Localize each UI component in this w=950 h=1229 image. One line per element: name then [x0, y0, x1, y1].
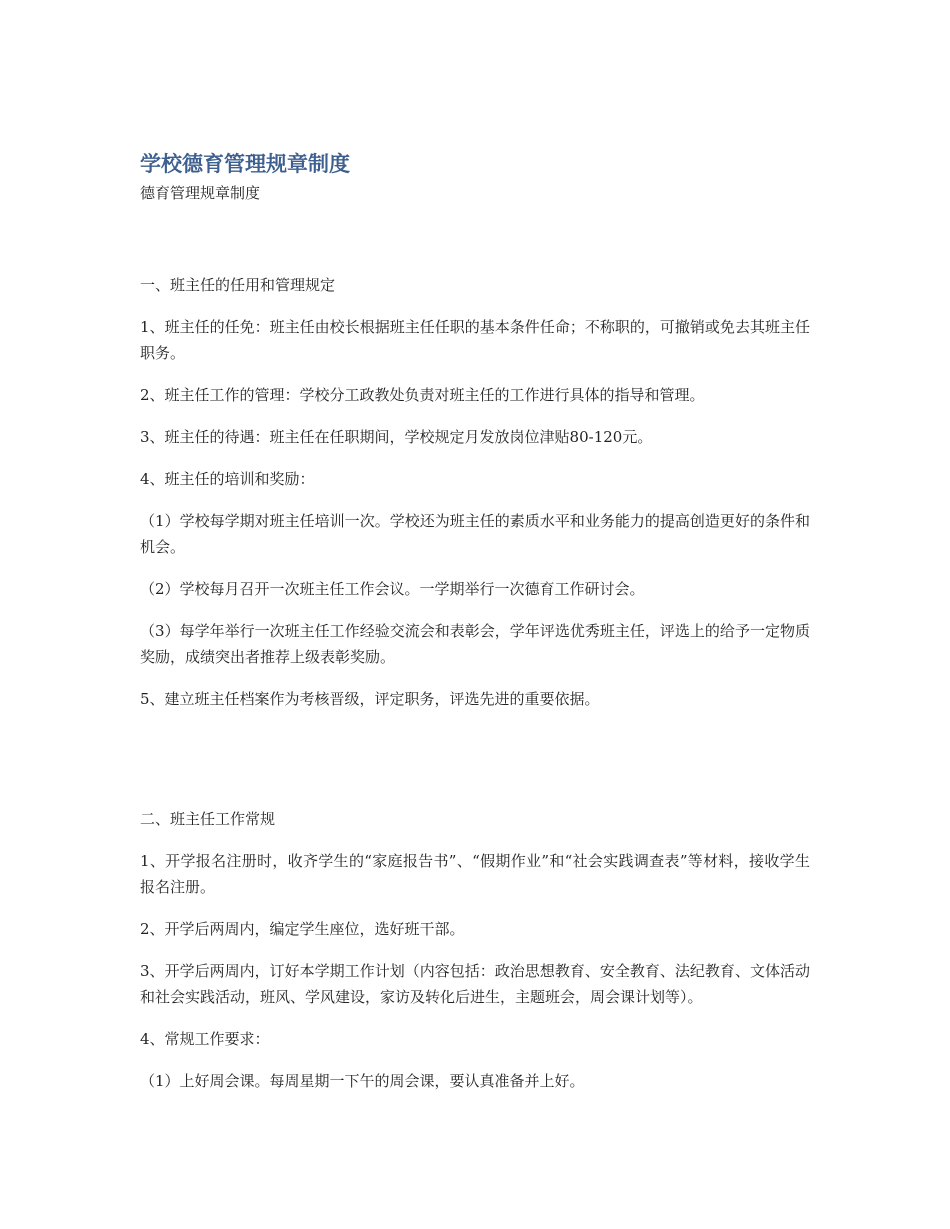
paragraph: 5、建立班主任档案作为考核晋级，评定职务，评选先进的重要依据。	[140, 690, 600, 708]
paragraph: （1）上好周会课。每周星期一下午的周会课，要认真准备并上好。	[140, 1072, 585, 1090]
section-heading: 一、班主任的任用和管理规定	[140, 276, 336, 294]
paragraph: 1、班主任的任免：班主任由校长根据班主任任职的基本条件任命；不称职的，可撤销或免去其班主任职务。	[140, 318, 810, 362]
paragraph: （2）学校每月召开一次班主任工作会议。一学期举行一次德育工作研讨会。	[140, 580, 645, 598]
document-page	[140, 148, 810, 1110]
section-2	[140, 806, 810, 1094]
paragraph: 4、常规工作要求：	[140, 1030, 270, 1048]
section-heading: 二、班主任工作常规	[140, 810, 276, 828]
paragraph: 3、开学后两周内，订好本学期工作计划（内容包括：政治思想教育、安全教育、法纪教育、文体活动和社会实践活动，班风、学风建设，家访及转化后进生，主题班会，周会课计划等）。	[140, 962, 810, 1006]
paragraph: （1）学校每学期对班主任培训一次。学校还为班主任的素质水平和业务能力的提高创造更好的条件和机会。	[140, 512, 810, 556]
paragraph: 4、班主任的培训和奖励：	[140, 470, 315, 488]
paragraph: 1、开学报名注册时，收齐学生的“家庭报告书”、“假期作业”和“社会实践调查表”等材料，接收学生报名注册。	[140, 852, 810, 896]
document-subtitle: 德育管理规章制度	[140, 184, 261, 202]
paragraph: 3、班主任的待遇：班主任在任职期间，学校规定月发放岗位津贴80-120元。	[140, 428, 653, 446]
document-title: 学校德育管理规章制度	[140, 152, 350, 176]
paragraph: 2、开学后两周内，编定学生座位，选好班干部。	[140, 920, 465, 938]
section-1	[140, 272, 810, 712]
section-spacer	[140, 728, 810, 806]
paragraph: 2、班主任工作的管理：学校分工政教处负责对班主任的工作进行具体的指导和管理。	[140, 386, 705, 404]
paragraph: （3）每学年举行一次班主任工作经验交流会和表彰会，学年评选优秀班主任，评选上的给予一定物质奖励，成绩突出者推荐上级表彰奖励。	[140, 622, 810, 666]
